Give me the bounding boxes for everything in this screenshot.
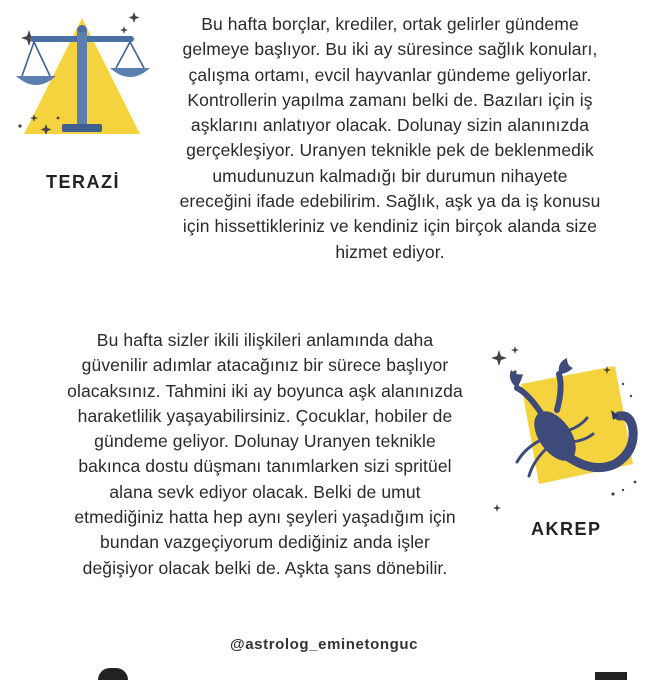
scorpio-line: güvenilir adımlar atacağınız bir sürece başlıyor	[81, 355, 449, 376]
scorpion-icon	[483, 344, 648, 514]
libra-line: Bu hafta borçlar, krediler, ortak gelirler gündeme	[201, 14, 579, 34]
scorpio-line: bakınca dostu düşmanı tanımlarken sizi spritüel	[78, 456, 452, 477]
libra-line: ereceğini ifade edebilirim. Sağlık, aşk ya da iş konusu	[179, 191, 601, 212]
author-handle: @astrolog_eminetonguc	[230, 636, 419, 653]
libra-scales-icon	[12, 6, 152, 151]
libra-horoscope-text	[140, 12, 640, 265]
libra-line: için hissettikleriniz ve kendiniz için birçok alanda size	[182, 216, 598, 237]
partial-shape-left	[98, 668, 128, 680]
libra-line: aşklarını anlatıyor olacak. Dolunay sizin alanınızda	[190, 115, 590, 136]
scorpio-line: Bu hafta sizler ikili ilişkileri anlamında daha	[96, 330, 434, 350]
libra-illustration	[12, 6, 152, 156]
scorpio-line: değişiyor olacak belki de. Aşkta şans dönebilir.	[82, 557, 448, 578]
scorpio-illustration	[483, 344, 648, 519]
libra-line: umudunuzun kalmadığı bir durumun nihayete	[212, 165, 568, 186]
libra-line: gerçekleşiyor. Uranyen teknikle pek de beklenmedik	[186, 140, 594, 161]
scorpio-line: olacaksınız. Tahmini iki ay boyunca aşk alanınızda	[67, 380, 463, 401]
libra-line: hizmet ediyor.	[335, 241, 445, 262]
libra-line: Kontrollerin yapılma zamanı belki de. Bazıları için iş	[187, 89, 593, 110]
libra-sign-label: TERAZİ	[46, 172, 120, 192]
scorpio-sign-label: AKREP	[531, 519, 602, 539]
libra-line: gelmeye başlıyor. Bu iki ay süresince sağlık konuları,	[182, 39, 598, 60]
partial-shape-right	[595, 672, 627, 680]
scorpio-line: haraketlilik yaşayabilirsiniz. Çocuklar, hobiler de	[77, 405, 453, 426]
scorpio-horoscope-text	[30, 328, 500, 581]
scorpio-line: etmediğiniz hatta hep aynı şeyleri yaşadığım için	[74, 507, 456, 528]
libra-line: çalışma ortamı, evcil hayvanlar gündeme geliyorlar.	[188, 64, 592, 85]
scorpio-line: bundan vazgeçiyorum dediğiniz anda işler	[100, 532, 430, 553]
scorpio-line: gündeme geliyor. Dolunay Uranyen teknikle	[94, 431, 436, 452]
scorpio-line: alana sevk ediyor olacak. Belki de umut	[109, 481, 421, 502]
